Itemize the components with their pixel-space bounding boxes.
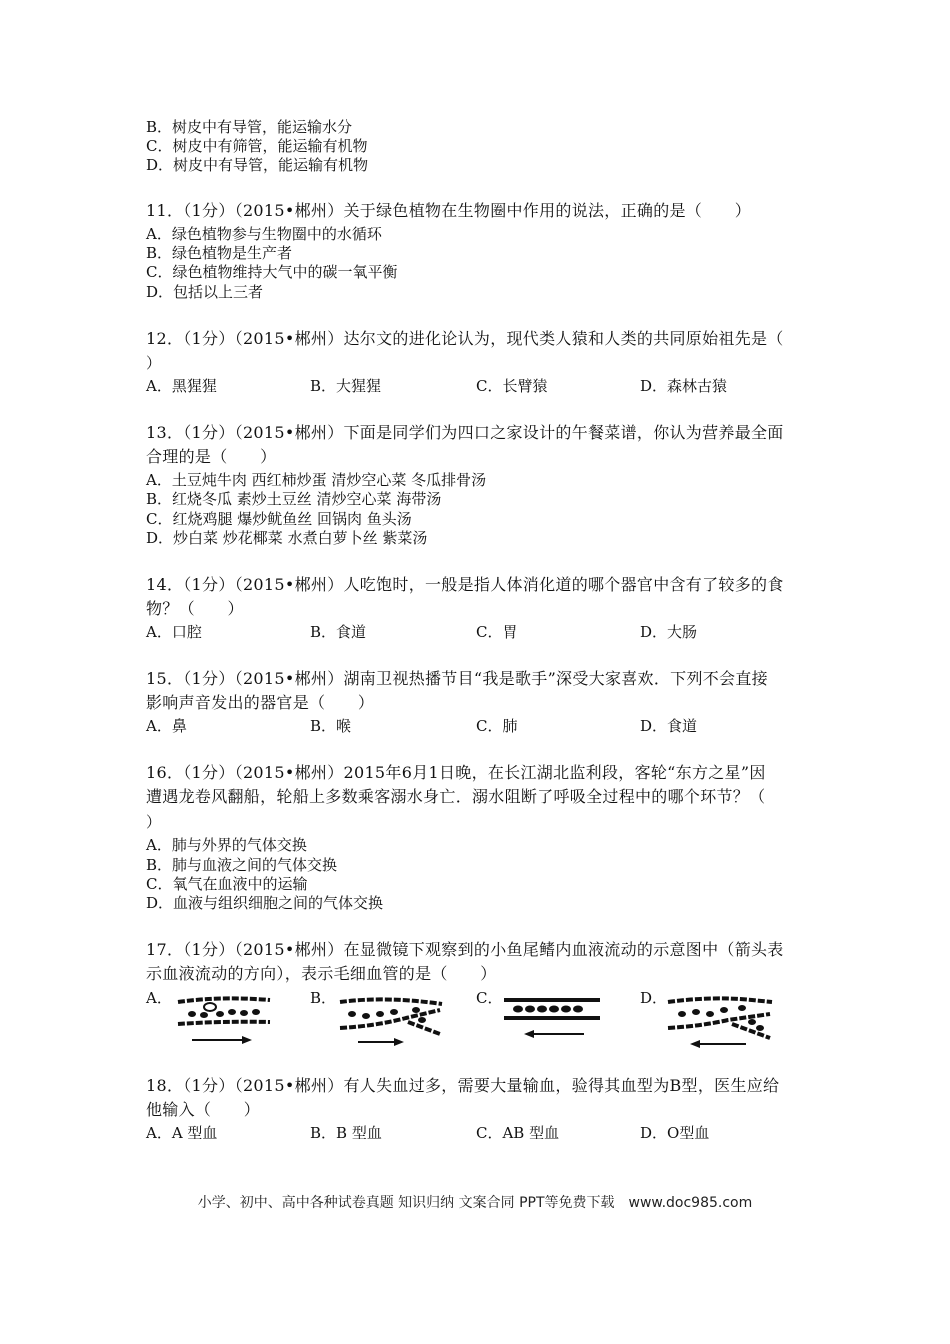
q11-option-a: A．绿色植物参与生物圈中的水循环 xyxy=(146,225,382,243)
q12-option-b: B．大猩猩 xyxy=(310,377,382,395)
q14-option-a: A．口腔 xyxy=(146,623,202,641)
q16-option-a: A．肺与外界的气体交换 xyxy=(146,836,307,854)
q14-option-b: B．食道 xyxy=(310,623,367,641)
q13-stem-line2: 合理的是（ ） xyxy=(146,447,277,466)
q10-option-c: C．树皮中有筛管，能运输有机物 xyxy=(146,137,368,155)
q17-stem-line2: 示血液流动的方向），表示毛细血管的是（ ） xyxy=(146,964,497,983)
q10-option-d: D．树皮中有导管，能运输有机物 xyxy=(146,156,369,174)
q18-option-a: A．A 型血 xyxy=(146,1124,218,1142)
q13-stem-line1: 13．（1分）（2015•郴州）下面是同学们为四口之家设计的午餐菜谱，你认为营养最全面 xyxy=(146,423,784,442)
q13-option-a: A．土豆炖牛肉 西红柿炒蛋 清炒空心菜 冬瓜排骨汤 xyxy=(146,471,487,489)
q14-stem-line2: 物？（ ） xyxy=(146,599,244,618)
q16-option-b: B．肺与血液之间的气体交换 xyxy=(146,856,338,874)
q10-option-b: B．树皮中有导管，能运输水分 xyxy=(146,118,353,136)
q18-option-d: D．O型血 xyxy=(640,1124,710,1142)
q18-stem-line2: 他输入（ ） xyxy=(146,1100,261,1119)
q11-option-c: C．绿色植物维持大气中的碳一氧平衡 xyxy=(146,263,398,281)
q16-stem-line2: 遭遇龙卷风翻船，轮船上多数乘客溺水身亡．溺水阻断了呼吸全过程中的哪个环节？（ xyxy=(146,787,766,806)
q12-stem-line2: ） xyxy=(146,354,162,372)
q17-option-a-label: A． xyxy=(146,989,172,1007)
q15-stem-line2: 影响声音发出的器官是（ ） xyxy=(146,693,375,712)
q17-option-b-label: B． xyxy=(310,989,337,1007)
q11-option-d: D．包括以上三者 xyxy=(146,283,264,301)
q17-stem-line1: 17．（1分）（2015•郴州）在显微镜下观察到的小鱼尾鳍内血液流动的示意图中（箭头表 xyxy=(146,940,784,959)
q17-option-d-label: D． xyxy=(640,989,668,1007)
q16-option-d: D．血液与组织细胞之间的气体交换 xyxy=(146,894,384,912)
q15-option-b: B．喉 xyxy=(310,717,352,735)
vessel-figure-c xyxy=(500,990,604,1048)
vessel-figure-a xyxy=(172,990,276,1048)
q15-option-a: A．鼻 xyxy=(146,717,187,735)
q16-stem-line1: 16．（1分）（2015•郴州）2015年6月1日晚，在长江湖北监利段，客轮“东方之星”因 xyxy=(146,763,766,782)
q11-stem: 11．（1分）（2015•郴州）关于绿色植物在生物圈中作用的说法，正确的是（ ） xyxy=(146,201,751,220)
q12-option-d: D．森林古猿 xyxy=(640,377,728,395)
q18-stem-line1: 18．（1分）（2015•郴州）有人失血过多，需要大量输血，验得其血型为B型，医生应给 xyxy=(146,1076,780,1095)
q13-option-d: D．炒白菜 炒花椰菜 水煮白萝卜丝 紫菜汤 xyxy=(146,529,428,547)
q18-option-c: C．AB 型血 xyxy=(476,1124,560,1142)
q11-option-b: B．绿色植物是生产者 xyxy=(146,244,293,262)
q16-stem-line3: ） xyxy=(146,813,162,831)
q15-option-d: D．食道 xyxy=(640,717,698,735)
page-footer: 小学、初中、高中各种试卷真题 知识归纳 文案合同 PPT等免费下载 www.doc985.com xyxy=(197,1195,753,1211)
q17-option-c-label: C． xyxy=(476,989,503,1007)
q13-option-b: B．红烧冬瓜 素炒土豆丝 清炒空心菜 海带汤 xyxy=(146,490,442,508)
q15-option-c: C．肺 xyxy=(476,717,518,735)
q18-option-b: B．B 型血 xyxy=(310,1124,382,1142)
q14-option-c: C．胃 xyxy=(476,623,518,641)
q12-option-a: A．黑猩猩 xyxy=(146,377,217,395)
q12-stem-line1: 12．（1分）（2015•郴州）达尔文的进化论认为，现代类人猿和人类的共同原始祖先是（ xyxy=(146,329,784,348)
q14-stem-line1: 14．（1分）（2015•郴州）人吃饱时，一般是指人体消化道的哪个器官中含有了较多的食 xyxy=(146,575,784,594)
q16-option-c: C．氧气在血液中的运输 xyxy=(146,875,308,893)
q14-option-d: D．大肠 xyxy=(640,623,698,641)
q12-option-c: C．长臂猿 xyxy=(476,377,548,395)
vessel-figure-b xyxy=(336,988,448,1050)
vessel-figure-d xyxy=(662,988,778,1052)
q13-option-c: C．红烧鸡腿 爆炒鱿鱼丝 回锅肉 鱼头汤 xyxy=(146,510,412,528)
q15-stem-line1: 15．（1分）（2015•郴州）湖南卫视热播节目“我是歌手”深受大家喜欢．下列不会直接 xyxy=(146,669,768,688)
